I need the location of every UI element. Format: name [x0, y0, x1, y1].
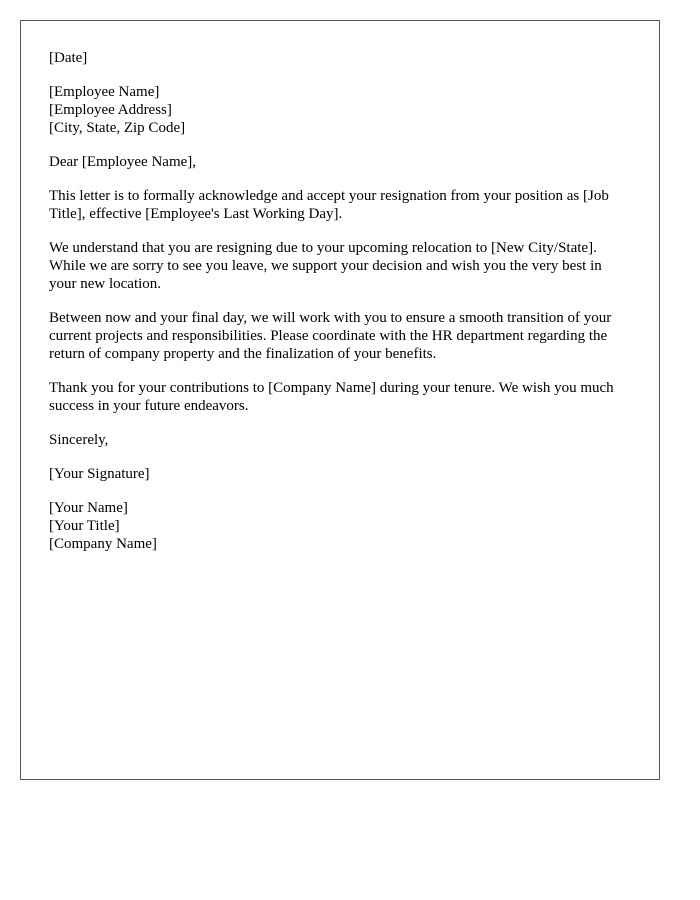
closing-block: [49, 431, 631, 449]
body-paragraph-1: This letter is to formally acknowledge and accept your resignation from your position as [Job Title], effective [Employee's Last Working Day].: [49, 188, 609, 222]
closing: Sincerely,: [49, 432, 109, 448]
letter-page: [20, 20, 660, 780]
sender-name: [Your Name]: [49, 500, 128, 516]
date: [Date]: [49, 50, 88, 66]
date-line: [49, 49, 631, 67]
salutation: Dear [Employee Name],: [49, 154, 197, 170]
sender-block: [49, 499, 631, 553]
signature-block: [49, 465, 631, 483]
body-paragraph-3: Between now and your final day, we will work with you to ensure a smooth transition of your current projects and responsibilities. Please coordinate with the HR department regarding the return of company property and the finalization of your benefits.: [49, 310, 612, 362]
signature: [Your Signature]: [49, 466, 150, 482]
sender-title: [Your Title]: [49, 518, 120, 534]
recipient-city: [City, State, Zip Code]: [49, 120, 186, 136]
recipient-address-block: [49, 83, 631, 137]
sender-company: [Company Name]: [49, 536, 157, 552]
body-paragraph-4: Thank you for your contributions to [Company Name] during your tenure. We wish you much success in your future endeavors.: [49, 380, 614, 414]
salutation-block: [49, 153, 631, 171]
recipient-address: [Employee Address]: [49, 102, 172, 118]
recipient-name: [Employee Name]: [49, 84, 160, 100]
body-paragraph-2: We understand that you are resigning due to your upcoming relocation to [New City/State]. While we are sorry to see you leave, we support your decision and wish you the very best in your new location.: [49, 240, 602, 292]
